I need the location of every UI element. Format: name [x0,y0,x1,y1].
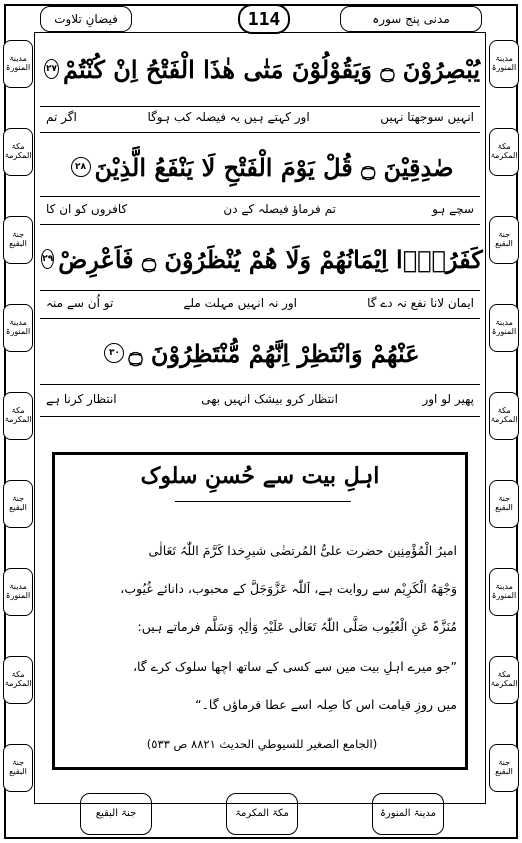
verse-3-arabic: كَفَرُوْۤا اِيْمَانُهُمْ وَلَا هُمْ يُنْظَرُوْنَ ۝ فَاَعْرِضْ [58,244,483,274]
side-label-left-2: مکۃ المکرمۃ [3,128,33,176]
hadith-box-title: اہلِ بیت سے حُسنِ سلوک [140,463,380,489]
translation-2-part-1: سچے ہو [432,202,474,216]
divider [40,196,480,197]
header-book-title: مدنی پنج سورہ [340,6,482,32]
page-number: 114 [238,4,290,34]
verse-2-arabic: صٰدِقِيْنَ ۝ قُلْ يَوْمَ الْفَتْحِ لَا يَنْفَعُ الَّذِيْنَ [94,152,454,182]
side-label-right-7: مدینۃ المنورۃ [489,568,519,616]
translation-line-3 [40,296,480,310]
translation-line-2 [40,202,480,216]
side-label-left-5: مکۃ المکرمۃ [3,392,33,440]
ayah-marker-1: ٢٧ [44,59,59,79]
divider [40,224,480,225]
footer-label-baqi: جنۃ البقیع [80,793,152,835]
side-label-left-4: مدینۃ المنورۃ [3,304,33,352]
hadith-reference: (الجامع الصغیر للسیوطي الحدیث ٨٨٢١ ص ٥٣٣) [146,737,378,751]
verse-line-2 [40,140,480,194]
side-label-left-6: جنۃ البقیع [3,480,33,528]
translation-4-part-3: انتظار کرنا ہے [46,392,117,406]
hadith-line-5: میں روزِ قیامت اس کا صِلہ اسے عطا فرماؤں گا۔“ [195,697,457,712]
side-label-right-1: مدینۃ المنورۃ [489,40,519,88]
translation-1-part-3: اگر تم [46,110,77,124]
translation-line-4 [40,392,480,406]
side-label-right-5: مکۃ المکرمۃ [489,392,519,440]
divider [40,318,480,319]
side-label-right-4: مدینۃ المنورۃ [489,304,519,352]
ayah-marker-4: ٣٠ [104,343,124,363]
translation-line-1 [40,110,480,124]
header-section-title: فیضانِ تلاوت [40,6,132,32]
translation-3-part-1: ایمان لانا نفع نہ دے گا [367,296,474,310]
translation-2-part-2: تم فرماؤ فیصلہ کے دن [223,202,336,216]
verse-line-3 [40,232,483,286]
side-label-right-6: جنۃ البقیع [489,480,519,528]
divider [40,132,480,133]
verse-1-arabic: يُبْصِرُوْنَ ۝ وَيَقُوْلُوْنَ مَتٰى هٰذَا الْفَتْحُ اِنْ كُنْتُمْ [63,54,480,84]
hadith-line-4: ”جو میرے اہلِ بیت میں سے کسی کے ساتھ اچھا سلوک کرے گا، [132,659,457,674]
side-label-right-3: جنۃ البقیع [489,216,519,264]
divider [40,416,480,417]
hadith-line-3: مُنَزَّہٌ عَنِ الْعُیُوب صَلَّی اللّٰہُ تَعَالٰی عَلَیْہِ وَاٰلِہٖ وَسَلَّم فرماتے ہیں: [137,619,457,634]
side-label-right-9: جنۃ البقیع [489,744,519,792]
translation-3-part-3: تو اُن سے منہ [46,296,114,310]
side-label-left-9: جنۃ البقیع [3,744,33,792]
side-label-left-7: مدینۃ المنورۃ [3,568,33,616]
footer-label-makkah: مکۃ المکرمۃ [226,793,298,835]
divider [40,384,480,385]
divider [40,106,480,107]
hadith-line-2: وَجْهَهُ الْكَرِيْم سے روایت ہے، اَللّٰہ عَزَّوَجَلَّ کے محبوب، دانائے غُیُوب، [120,581,457,596]
divider [40,290,480,291]
verse-line-1 [40,44,480,94]
ayah-marker-3: ٢٩ [41,249,54,269]
translation-3-part-2: اور نہ انہیں مہلت ملے [183,296,298,310]
translation-1-part-1: انہیں سوجھتا نہیں [380,110,474,124]
translation-4-part-2: انتظار کرو بیشک انہیں بھی [201,392,338,406]
side-label-right-8: مکۃ المکرمۃ [489,656,519,704]
footer-label-madinah: مدینۃ المنورۃ [372,793,444,835]
hadith-box [52,452,468,770]
translation-1-part-2: اور کہتے ہیں یہ فیصلہ کب ہوگا [147,110,310,124]
side-label-right-2: مکۃ المکرمۃ [489,128,519,176]
translation-4-part-1: پھیر لو اور [422,392,474,406]
title-underline [175,501,351,502]
hadith-line-1: امیرُ الْمُؤْمِنِین حضرت علیُّ المُرتضٰی شیرِخدا کَرَّمَ اللّٰہُ تَعَالٰی [148,543,457,558]
side-label-left-3: جنۃ البقیع [3,216,33,264]
verse-4-arabic: عَنْهُمْ وَانْتَظِرْ اِنَّهُمْ مُّنْتَظِرُوْنَ ۝ [128,338,420,368]
side-label-left-1: مدینۃ المنورۃ [3,40,33,88]
side-label-left-8: مکۃ المکرمۃ [3,656,33,704]
ayah-marker-2: ٢٨ [71,157,91,177]
translation-2-part-3: کافروں کو ان کا [46,202,128,216]
verse-line-4 [40,326,480,380]
